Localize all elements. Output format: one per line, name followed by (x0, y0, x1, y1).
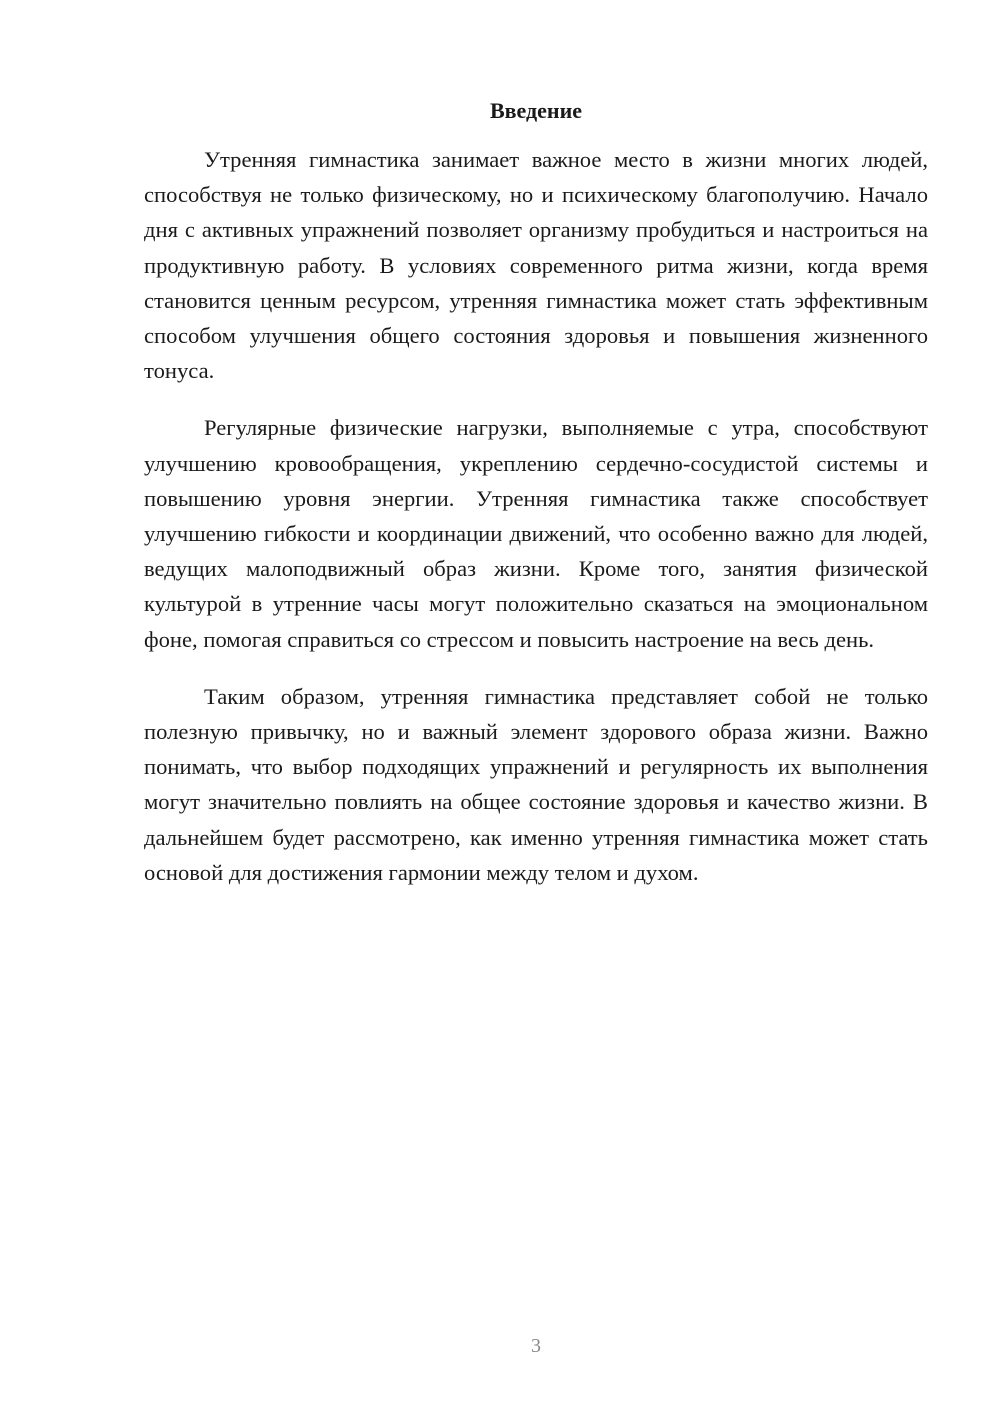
section-heading: Введение (489, 98, 583, 123)
paragraph-2: Регулярные физические нагрузки, выполняемые с утра, способствуют улучшению кровообращения, укреплению сердечно-сосудистой системы и повышению уровня энергии. Утренняя гимнастика также способствует улучшению гибкости и координации движений, что особенно важно для людей, ведущих малоподвижный образ жизни. Кроме того, занятия физической культурой в утренние часы могут положительно сказаться на эмоциональном фоне, помогая справиться со стрессом и повысить настроение на весь день. (144, 415, 928, 652)
body-text (144, 142, 928, 912)
page-number: 3 (531, 1335, 541, 1357)
paragraph-1: Утренняя гимнастика занимает важное место в жизни многих людей, способствуя не только физическому, но и психическому благополучию. Начало дня с активных упражнений позволяет организму пробудиться и настроиться на продуктивную работу. В условиях современного ритма жизни, когда время становится ценным ресурсом, утренняя гимнастика может стать эффективным способом улучшения общего состояния здоровья и повышения жизненного тонуса. (144, 147, 928, 384)
paragraph-3: Таким образом, утренняя гимнастика представляет собой не только полезную привычку, но и важный элемент здорового образа жизни. Важно понимать, что выбор подходящих упражнений и регулярность их выполнения могут значительно повлиять на общее состояние здоровья и качество жизни. В дальнейшем будет рассмотрено, как именно утренняя гимнастика может стать основой для достижения гармонии между телом и духом. (144, 683, 928, 885)
